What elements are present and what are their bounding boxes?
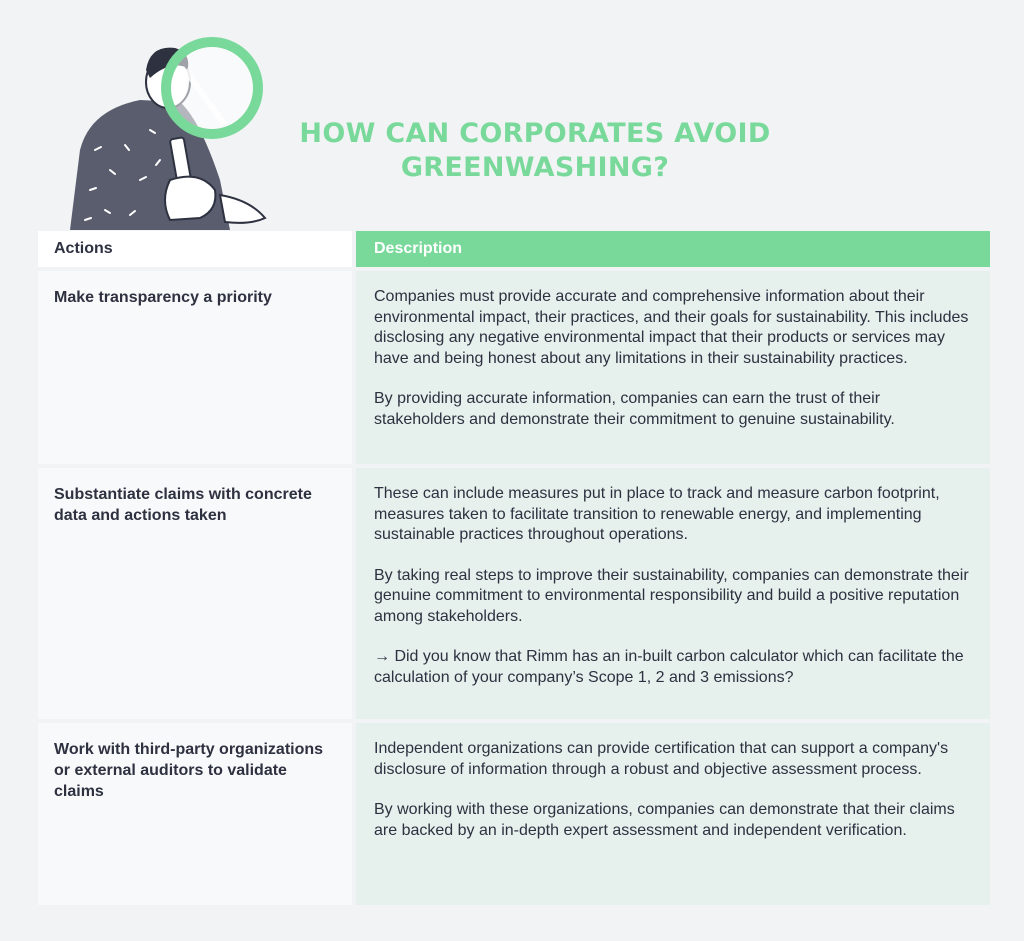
actions-header: Actions	[38, 231, 352, 267]
description-paragraph: → Did you know that Rimm has an in-built carbon calculator which can facilitate the calculation of your company’s Scope 1, 2 and 3 emissions?	[374, 648, 964, 686]
description-header: Description	[356, 231, 990, 267]
description-paragraph: Companies must provide accurate and comprehensive information about their environmental impact, their practices, and their goals for sustainability. This includes disclosing any negative environmental impact that their products or services may have and being honest about any limitations in their sustainability practices.	[374, 288, 969, 367]
table-row	[38, 723, 990, 905]
title-line-1: HOW CAN CORPORATES AVOID	[299, 118, 771, 149]
description-paragraph: These can include measures put in place to track and measure carbon footprint, measures taken to facilitate transition to renewable energy, and implementing sustainable practices throughout operations.	[374, 485, 940, 543]
table-row	[38, 468, 990, 719]
description-cell	[356, 468, 990, 719]
greenwashing-actions-table	[38, 231, 990, 909]
description-paragraph: Independent organizations can provide certification that can support a company's disclosure of information through a robust and objective assessment process.	[374, 740, 949, 778]
description-paragraph: By providing accurate information, companies can earn the trust of their stakeholders and demonstrate their commitment to genuine sustainability.	[374, 390, 895, 428]
page-title	[290, 117, 780, 185]
description-cell	[356, 271, 990, 464]
magnifying-glass-person-illustration	[50, 30, 290, 230]
description-paragraph: By taking real steps to improve their sustainability, companies can demonstrate their genuine commitment to environmental responsibility and build a positive reputation among stakeholders.	[374, 566, 969, 625]
description-cell	[356, 723, 990, 905]
action-cell: Make transparency a priority	[38, 271, 352, 464]
action-cell: Work with third-party organizations or external auditors to validate claims	[38, 723, 352, 905]
title-line-2: GREENWASHING?	[400, 152, 670, 183]
table-header	[38, 231, 990, 267]
description-paragraph: By working with these organizations, companies can demonstrate that their claims are backed by an in-depth expert assessment and independent verification.	[374, 801, 955, 839]
table-row	[38, 271, 990, 464]
action-cell: Substantiate claims with concrete data and actions taken	[38, 468, 352, 719]
